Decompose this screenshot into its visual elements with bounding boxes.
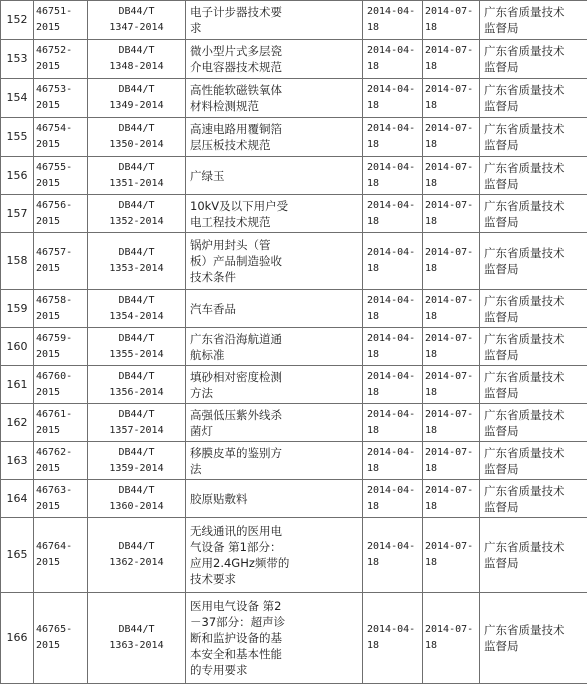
implement-date: 2014-07- 18 <box>423 40 480 79</box>
issuing-authority: 广东省质量技术 监督局 <box>480 366 587 404</box>
standard-number: DB44/T 1349-2014 <box>88 79 186 118</box>
row-number: 153 <box>1 40 34 79</box>
table-row <box>1 442 587 480</box>
record-code: 46765- 2015 <box>34 593 88 684</box>
row-number: 162 <box>1 404 34 442</box>
publish-date: 2014-04- 18 <box>363 480 423 518</box>
standard-name: 医用电气设备 第2 －37部分：超声诊 断和监护设备的基 本安全和基本性能 的专用要求 <box>186 593 363 684</box>
publish-date: 2014-04- 18 <box>363 404 423 442</box>
standard-number: DB44/T 1355-2014 <box>88 328 186 366</box>
table-row <box>1 328 587 366</box>
record-code: 46763- 2015 <box>34 480 88 518</box>
standard-name: 高强低压紫外线杀 菌灯 <box>186 404 363 442</box>
table-body <box>1 1 587 684</box>
standard-name: 微小型片式多层瓷 介电容器技术规范 <box>186 40 363 79</box>
issuing-authority: 广东省质量技术 监督局 <box>480 118 587 157</box>
publish-date: 2014-04- 18 <box>363 195 423 233</box>
standard-number: DB44/T 1363-2014 <box>88 593 186 684</box>
record-code: 46762- 2015 <box>34 442 88 480</box>
standard-name: 高性能软磁铁氧体 材料检测规范 <box>186 79 363 118</box>
publish-date: 2014-04- 18 <box>363 157 423 195</box>
row-number: 156 <box>1 157 34 195</box>
issuing-authority: 广东省质量技术 监督局 <box>480 480 587 518</box>
implement-date: 2014-07- 18 <box>423 328 480 366</box>
standard-name: 胶原贴敷料 <box>186 480 363 518</box>
record-code: 46752- 2015 <box>34 40 88 79</box>
table-row <box>1 404 587 442</box>
record-code: 46754- 2015 <box>34 118 88 157</box>
table-row <box>1 157 587 195</box>
row-number: 155 <box>1 118 34 157</box>
issuing-authority: 广东省质量技术 监督局 <box>480 442 587 480</box>
implement-date: 2014-07- 18 <box>423 480 480 518</box>
issuing-authority: 广东省质量技术 监督局 <box>480 328 587 366</box>
publish-date: 2014-04- 18 <box>363 40 423 79</box>
implement-date: 2014-07- 18 <box>423 118 480 157</box>
record-code: 46753- 2015 <box>34 79 88 118</box>
issuing-authority: 广东省质量技术 监督局 <box>480 233 587 290</box>
issuing-authority: 广东省质量技术 监督局 <box>480 290 587 328</box>
standard-number: DB44/T 1350-2014 <box>88 118 186 157</box>
publish-date: 2014-04- 18 <box>363 366 423 404</box>
row-number: 160 <box>1 328 34 366</box>
standard-name: 锅炉用封头（管 板）产品制造验收 技术条件 <box>186 233 363 290</box>
record-code: 46761- 2015 <box>34 404 88 442</box>
standard-name: 汽车香品 <box>186 290 363 328</box>
issuing-authority: 广东省质量技术 监督局 <box>480 1 587 40</box>
row-number: 163 <box>1 442 34 480</box>
record-code: 46756- 2015 <box>34 195 88 233</box>
standard-name: 无线通讯的医用电 气设备 第1部分： 应用2.4GHz频带的 技术要求 <box>186 518 363 593</box>
table-row <box>1 518 587 593</box>
implement-date: 2014-07- 18 <box>423 157 480 195</box>
row-number: 157 <box>1 195 34 233</box>
implement-date: 2014-07- 18 <box>423 593 480 684</box>
standard-name: 填砂相对密度检测 方法 <box>186 366 363 404</box>
implement-date: 2014-07- 18 <box>423 79 480 118</box>
publish-date: 2014-04- 18 <box>363 518 423 593</box>
record-code: 46758- 2015 <box>34 290 88 328</box>
table-row <box>1 40 587 79</box>
standard-number: DB44/T 1356-2014 <box>88 366 186 404</box>
row-number: 165 <box>1 518 34 593</box>
implement-date: 2014-07- 18 <box>423 233 480 290</box>
implement-date: 2014-07- 18 <box>423 404 480 442</box>
publish-date: 2014-04- 18 <box>363 118 423 157</box>
publish-date: 2014-04- 18 <box>363 442 423 480</box>
publish-date: 2014-04- 18 <box>363 79 423 118</box>
standard-name: 电子计步器技术要 求 <box>186 1 363 40</box>
issuing-authority: 广东省质量技术 监督局 <box>480 40 587 79</box>
standard-number: DB44/T 1357-2014 <box>88 404 186 442</box>
publish-date: 2014-04- 18 <box>363 1 423 40</box>
record-code: 46764- 2015 <box>34 518 88 593</box>
table-row <box>1 195 587 233</box>
standard-number: DB44/T 1360-2014 <box>88 480 186 518</box>
table-row <box>1 118 587 157</box>
table-row <box>1 79 587 118</box>
table-row <box>1 366 587 404</box>
implement-date: 2014-07- 18 <box>423 1 480 40</box>
issuing-authority: 广东省质量技术 监督局 <box>480 195 587 233</box>
row-number: 161 <box>1 366 34 404</box>
standard-name: 移膜皮革的鉴别方 法 <box>186 442 363 480</box>
table-row <box>1 593 587 684</box>
publish-date: 2014-04- 18 <box>363 290 423 328</box>
table-row <box>1 233 587 290</box>
issuing-authority: 广东省质量技术 监督局 <box>480 157 587 195</box>
standard-name: 高速电路用覆铜箔 层压板技术规范 <box>186 118 363 157</box>
row-number: 166 <box>1 593 34 684</box>
standard-number: DB44/T 1353-2014 <box>88 233 186 290</box>
row-number: 154 <box>1 79 34 118</box>
standard-name: 广绿玉 <box>186 157 363 195</box>
issuing-authority: 广东省质量技术 监督局 <box>480 404 587 442</box>
implement-date: 2014-07- 18 <box>423 195 480 233</box>
implement-date: 2014-07- 18 <box>423 518 480 593</box>
record-code: 46759- 2015 <box>34 328 88 366</box>
standard-number: DB44/T 1351-2014 <box>88 157 186 195</box>
standard-number: DB44/T 1362-2014 <box>88 518 186 593</box>
row-number: 159 <box>1 290 34 328</box>
issuing-authority: 广东省质量技术 监督局 <box>480 79 587 118</box>
table-row <box>1 480 587 518</box>
standard-name: 10kV及以下用户受 电工程技术规范 <box>186 195 363 233</box>
implement-date: 2014-07- 18 <box>423 290 480 328</box>
table-row <box>1 1 587 40</box>
row-number: 152 <box>1 1 34 40</box>
standard-name: 广东省沿海航道通 航标准 <box>186 328 363 366</box>
publish-date: 2014-04- 18 <box>363 328 423 366</box>
standard-number: DB44/T 1347-2014 <box>88 1 186 40</box>
record-code: 46757- 2015 <box>34 233 88 290</box>
row-number: 164 <box>1 480 34 518</box>
record-code: 46751- 2015 <box>34 1 88 40</box>
row-number: 158 <box>1 233 34 290</box>
record-code: 46760- 2015 <box>34 366 88 404</box>
standard-number: DB44/T 1352-2014 <box>88 195 186 233</box>
standard-number: DB44/T 1348-2014 <box>88 40 186 79</box>
standard-number: DB44/T 1354-2014 <box>88 290 186 328</box>
table-row <box>1 290 587 328</box>
publish-date: 2014-04- 18 <box>363 593 423 684</box>
implement-date: 2014-07- 18 <box>423 366 480 404</box>
implement-date: 2014-07- 18 <box>423 442 480 480</box>
record-code: 46755- 2015 <box>34 157 88 195</box>
standard-number: DB44/T 1359-2014 <box>88 442 186 480</box>
publish-date: 2014-04- 18 <box>363 233 423 290</box>
issuing-authority: 广东省质量技术 监督局 <box>480 518 587 593</box>
issuing-authority: 广东省质量技术 监督局 <box>480 593 587 684</box>
